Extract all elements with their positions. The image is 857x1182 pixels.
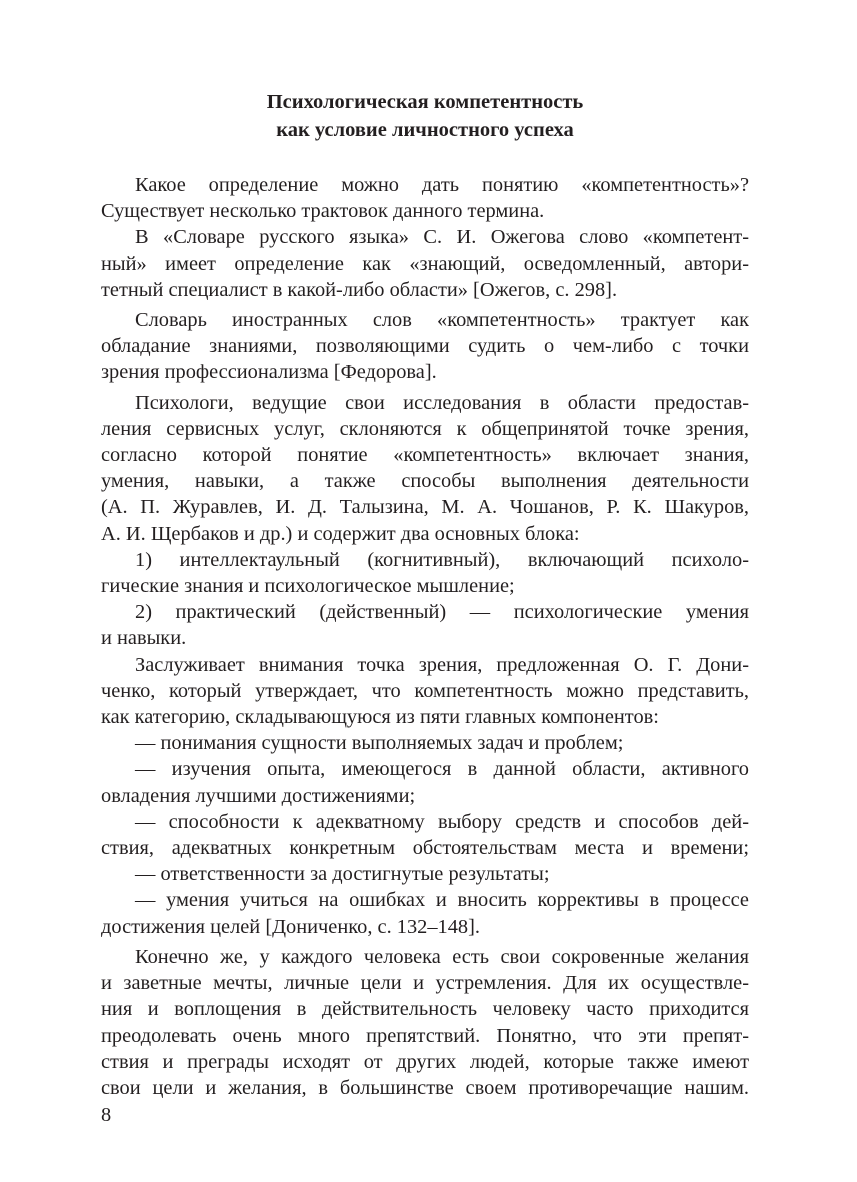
text-line: В «Словаре русского языка» С. И. Ожегова слово «компетент- bbox=[135, 226, 749, 249]
text-line: ствия и преграды исходят от других людей, которые также имеют bbox=[101, 1050, 749, 1073]
title-line-2: как условие личностного успеха bbox=[276, 119, 574, 141]
text-line: ния и воплощения в действительность человеку часто приходится bbox=[101, 998, 749, 1021]
body-text bbox=[101, 172, 749, 1101]
text-line: и навыки. bbox=[101, 627, 187, 650]
paragraph bbox=[101, 547, 749, 599]
paragraph bbox=[101, 390, 749, 547]
text-line: умения, навыки, а также способы выполнения деятельности bbox=[101, 470, 749, 493]
list-item bbox=[101, 756, 749, 808]
paragraph bbox=[101, 307, 749, 386]
text-line: Психологи, ведущие свои исследования в области предостав- bbox=[135, 391, 749, 414]
paragraph bbox=[101, 172, 749, 224]
list-item bbox=[101, 887, 749, 939]
list-item bbox=[101, 730, 749, 756]
text-line: — умения учиться на ошибках и вносить коррективы в процессе bbox=[135, 889, 749, 912]
text-line: Заслуживает внимания точка зрения, предложенная О. Г. Дони- bbox=[135, 653, 749, 676]
text-line: овладения лучшими достижениями; bbox=[101, 784, 416, 807]
text-line: тетный специалист в какой-либо области» [Ожегов, с. 298]. bbox=[101, 278, 618, 301]
text-line: гические знания и психологическое мышление; bbox=[101, 575, 515, 598]
text-line: согласно которой понятие «компетентность» включает знания, bbox=[101, 444, 749, 467]
text-line: свои цели и желания, в большинстве своем противоречащие нашим. bbox=[101, 1076, 749, 1099]
paragraph bbox=[101, 224, 749, 303]
page-title bbox=[101, 88, 749, 144]
text-line: А. И. Щербаков и др.) и содержит два основных блока: bbox=[101, 522, 580, 545]
text-line: ления сервисных услуг, склоняются к общепринятой точке зрения, bbox=[101, 417, 749, 440]
text-line: ченко, который утверждает, что компетентность можно представить, bbox=[101, 679, 749, 702]
list-item bbox=[101, 809, 749, 861]
text-line: преодолевать очень много препятствий. Понятно, что эти препят- bbox=[101, 1024, 749, 1047]
text-line: зрения профессионализма [Федорова]. bbox=[101, 361, 437, 384]
text-line: ный» имеет определение как «знающий, осведомленный, автори- bbox=[101, 252, 749, 275]
text-line: Конечно же, у каждого человека есть свои сокровенные желания bbox=[135, 945, 749, 968]
text-line: 1) интеллектаульный (когнитивный), включающий психоло- bbox=[135, 548, 749, 571]
text-line: — понимания сущности выполняемых задач и проблем; bbox=[135, 732, 624, 755]
paragraph bbox=[101, 599, 749, 651]
text-line: ствия, адекватных конкретным обстоятельствам места и времени; bbox=[101, 837, 749, 860]
page-number: 8 bbox=[101, 1104, 112, 1126]
text-line: Словарь иностранных слов «компетентность» трактует как bbox=[135, 309, 749, 332]
text-line: Существует несколько трактовок данного термина. bbox=[101, 200, 545, 223]
text-line: обладание знаниями, позволяющими судить о чем-либо с точки bbox=[101, 335, 749, 358]
document-page bbox=[101, 88, 749, 1101]
text-line: 2) практический (действенный) — психологические умения bbox=[135, 601, 749, 624]
paragraph bbox=[101, 944, 749, 1101]
text-line: — способности к адекватному выбору средств и способов дей- bbox=[135, 810, 749, 833]
title-line-1: Психологическая компетентность bbox=[266, 91, 584, 113]
text-line: и заветные мечты, личные цели и устремления. Для их осуществле- bbox=[101, 972, 749, 995]
text-line: — изучения опыта, имеющегося в данной области, активного bbox=[135, 758, 749, 781]
text-line: Какое определение можно дать понятию «компетентность»? bbox=[135, 174, 749, 196]
text-line: (А. П. Журавлев, И. Д. Талызина, М. А. Чошанов, Р. К. Шакуров, bbox=[101, 496, 749, 519]
paragraph bbox=[101, 652, 749, 731]
list-item bbox=[101, 861, 749, 887]
text-line: достижения целей [Дониченко, с. 132–148]. bbox=[101, 915, 481, 938]
text-line: как категорию, складывающуюся из пяти главных компонентов: bbox=[101, 706, 659, 729]
text-line: — ответственности за достигнутые результаты; bbox=[135, 863, 550, 886]
